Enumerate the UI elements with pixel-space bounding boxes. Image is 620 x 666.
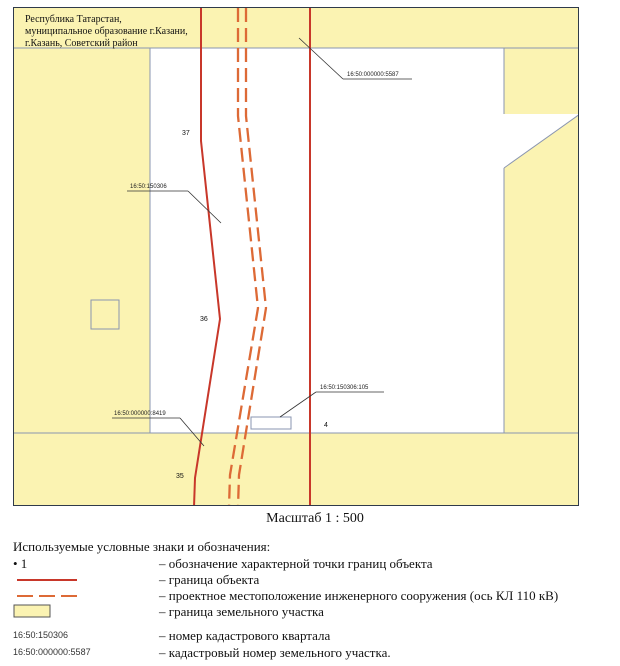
parcel-code: 16:50:000000:5587 [13,647,91,657]
label-small-parcel: 16:50:150306:105 [320,385,369,391]
region-title-line: муниципальное образование г.Казани, [25,26,188,37]
leader-quarter [188,191,221,223]
legend-description: – кадастровый номер земельного участка. [159,645,391,660]
legend-item-cable-axis [13,588,613,603]
legend-item-land-parcel [13,604,613,619]
legend-description: – обозначение характерной точки границ объекта [159,556,433,571]
region-title-line: г.Казань, Советский район [25,38,138,49]
label-quarter: 16:50:150306 [130,184,167,190]
parcel-left-column [14,48,150,433]
legend-description: – граница земельного участка [159,604,324,619]
region-title-line: Республика Татарстан, [25,14,122,25]
point-4: 4 [324,422,328,429]
legend-item-parcel-number [13,645,613,660]
dashed-red-line-icon [13,588,143,603]
legend-symbol-quarter [13,628,143,643]
cadastral-labels [114,72,399,417]
legend-description: – номер кадастрового квартала [159,628,331,643]
legend-symbol-point [13,556,143,571]
point-37: 37 [182,130,190,137]
small-parcel-105 [251,417,291,429]
solid-red-line-icon [13,572,143,587]
object-boundary-left [194,8,220,506]
legend-description: – проектное местоположение инженерного сооружения (ось КЛ 110 кВ) [159,588,559,603]
cable-axis-left [229,8,258,506]
label-bottom-parcel: 16:50:000000:8419 [114,411,166,417]
quarter-code: 16:50:150306 [13,630,69,640]
parcel-fills [14,8,579,506]
legend-symbol-parcel [13,645,143,660]
yellow-box-icon [13,604,143,619]
point-marker: • 1 [13,556,28,571]
point-36: 36 [200,316,208,323]
parcel-right-column [504,114,579,433]
region-title [25,14,188,50]
map-drawing [14,8,579,506]
point-35: 35 [176,473,184,480]
parcel-right-top [504,48,579,114]
map-scale: Масштаб 1 : 500 [266,511,364,526]
parcel-bottom-band [14,433,579,506]
label-top-parcel: 16:50:000000:5587 [347,72,399,78]
legend-item-object-boundary [13,572,613,587]
legend-heading: Используемые условные знаки и обозначения: [13,539,271,554]
legend-item-quarter-number [13,628,613,643]
legend-item-point [13,556,613,571]
legend-description: – граница объекта [159,572,260,587]
cable-axis [229,8,266,506]
point-labels [176,130,328,480]
cadastral-map [13,7,579,506]
